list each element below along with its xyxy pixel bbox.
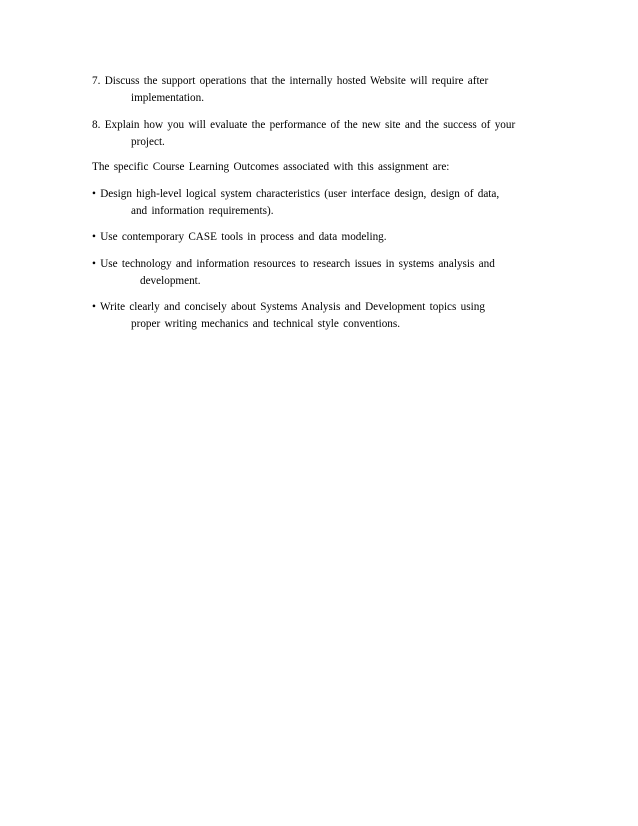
bullet-4-line-1: • Write clearly and concisely about Systems Analysis and Development topics using bbox=[92, 301, 485, 313]
bullet-1-line-1: • Design high-level logical system characteristics (user interface design, design of data, bbox=[92, 188, 500, 200]
outcomes-intro: The specific Course Learning Outcomes associated with this assignment are: bbox=[92, 161, 450, 173]
item-8-line-1: 8. Explain how you will evaluate the performance of the new site and the success of your bbox=[92, 119, 516, 131]
item-8-line-2: project. bbox=[131, 136, 165, 148]
bullet-3-line-2: development. bbox=[140, 275, 201, 287]
item-7-line-1: 7. Discuss the support operations that the internally hosted Website will require after bbox=[92, 75, 489, 87]
bullet-2-line-1: • Use contemporary CASE tools in process and data modeling. bbox=[92, 231, 387, 243]
bullet-4-line-2: proper writing mechanics and technical style conventions. bbox=[131, 318, 401, 330]
bullet-1-line-2: and information requirements). bbox=[131, 205, 274, 217]
bullet-3-line-1: • Use technology and information resources to research issues in systems analysis and bbox=[92, 258, 495, 270]
item-7-line-2: implementation. bbox=[131, 92, 205, 104]
